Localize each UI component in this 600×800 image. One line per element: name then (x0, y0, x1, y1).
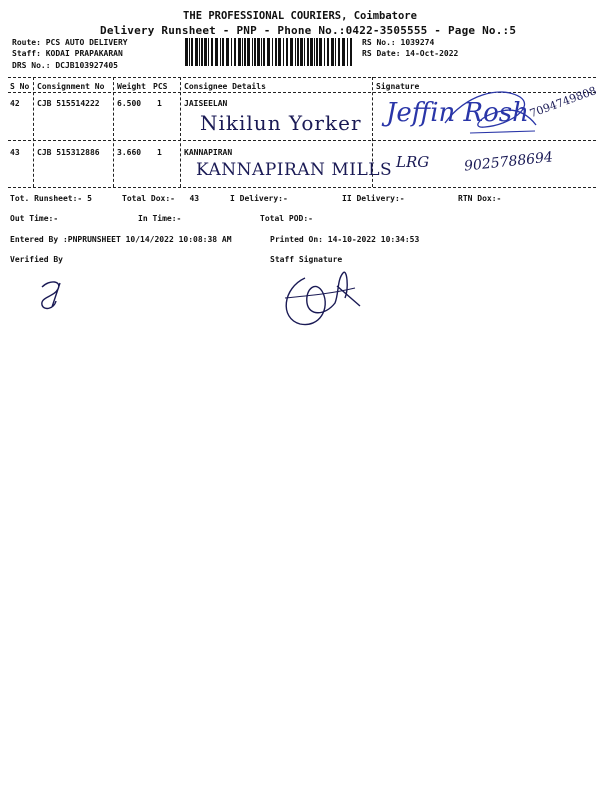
col-header-weight: Weight (117, 82, 146, 91)
rs-date-label: RS Date: (362, 49, 401, 58)
staff-label: Staff: (12, 49, 41, 58)
row-pcs: 1 (157, 99, 162, 108)
total-dox-value: 43 (189, 194, 200, 203)
col-header-consignment: Consignment No (37, 82, 105, 91)
rs-date-line (362, 49, 458, 58)
table-bottom-rule (8, 187, 596, 188)
signature-scribble (440, 85, 540, 140)
rs-date-value: 14-Oct-2022 (405, 49, 459, 58)
row-weight: 3.660 (117, 148, 142, 157)
route-line (12, 38, 128, 47)
col-header-sno: S No (10, 82, 30, 91)
route-value: PCS AUTO DELIVERY (45, 38, 128, 47)
col-header-signature: Signature (376, 82, 420, 91)
rs-no-value: 1039274 (400, 38, 435, 47)
handwritten-signature: LRG (396, 153, 430, 171)
in-time: In Time:- (138, 214, 182, 223)
col-divider (113, 77, 114, 187)
tot-runsheet: Tot. Runsheet:- 5 (10, 194, 92, 203)
col-divider (180, 77, 181, 187)
rs-no-label: RS No.: (362, 38, 396, 47)
total-dox-label: Total Dox:- (122, 194, 175, 203)
drs-label: DRS No.: (12, 61, 51, 70)
table-top-rule (8, 77, 596, 78)
entered-by: Entered By :PNPRUNSHEET 10/14/2022 10:08:38 AM (10, 235, 232, 244)
runsheet-title: Delivery Runsheet - PNP - Phone No.:0422-3505555 - Page No.:5 (100, 24, 517, 37)
verifier-signature (32, 275, 72, 315)
rtn-dox: RTN Dox:- (458, 194, 502, 203)
staff-line (12, 49, 123, 58)
company-name: THE PROFESSIONAL COURIERS, Coimbatore (183, 10, 417, 22)
handwritten-receiver-name: Nikilun Yorker (200, 111, 362, 135)
staff-signature-scribble (275, 258, 365, 328)
row-sno: 43 (10, 148, 20, 157)
total-dox (122, 194, 199, 203)
row-consignment-no: CJB 515514222 (37, 99, 100, 108)
drs-line (12, 61, 118, 70)
handwritten-receiver-name: KANNAPIRAN MILLS (196, 160, 393, 180)
row-consignee: JAISEELAN (184, 99, 228, 108)
verified-by-label: Verified By (10, 255, 63, 264)
col-header-consignee: Consignee Details (184, 82, 266, 91)
row-consignee: KANNAPIRAN (184, 148, 233, 157)
i-delivery: I Delivery:- (230, 194, 288, 203)
staff-signature-label: Staff Signature (270, 255, 343, 264)
ii-delivery: II Delivery:- (342, 194, 405, 203)
row-weight: 6.500 (117, 99, 142, 108)
handwritten-phone: 7094749808 (528, 84, 599, 121)
total-pod: Total POD:- (260, 214, 313, 223)
row-pcs: 1 (157, 148, 162, 157)
col-header-pcs: PCS (153, 82, 168, 91)
handwritten-phone: 9025788694 (463, 149, 554, 175)
barcode-image (185, 38, 355, 66)
printed-on: Printed On: 14-10-2022 10:34:53 (270, 235, 420, 244)
row-sno: 42 (10, 99, 20, 108)
handwritten-signature: Jeffin Rosh (386, 98, 529, 128)
route-label: Route: (12, 38, 41, 47)
row-consignment-no: CJB 515312886 (37, 148, 100, 157)
col-divider (33, 77, 34, 187)
row-divider-rule (8, 140, 596, 141)
out-time: Out Time:- (10, 214, 59, 223)
drs-value: DCJB103927405 (55, 61, 118, 70)
rs-no-line (362, 38, 434, 47)
staff-value: KODAI PRAPAKARAN (45, 49, 123, 58)
